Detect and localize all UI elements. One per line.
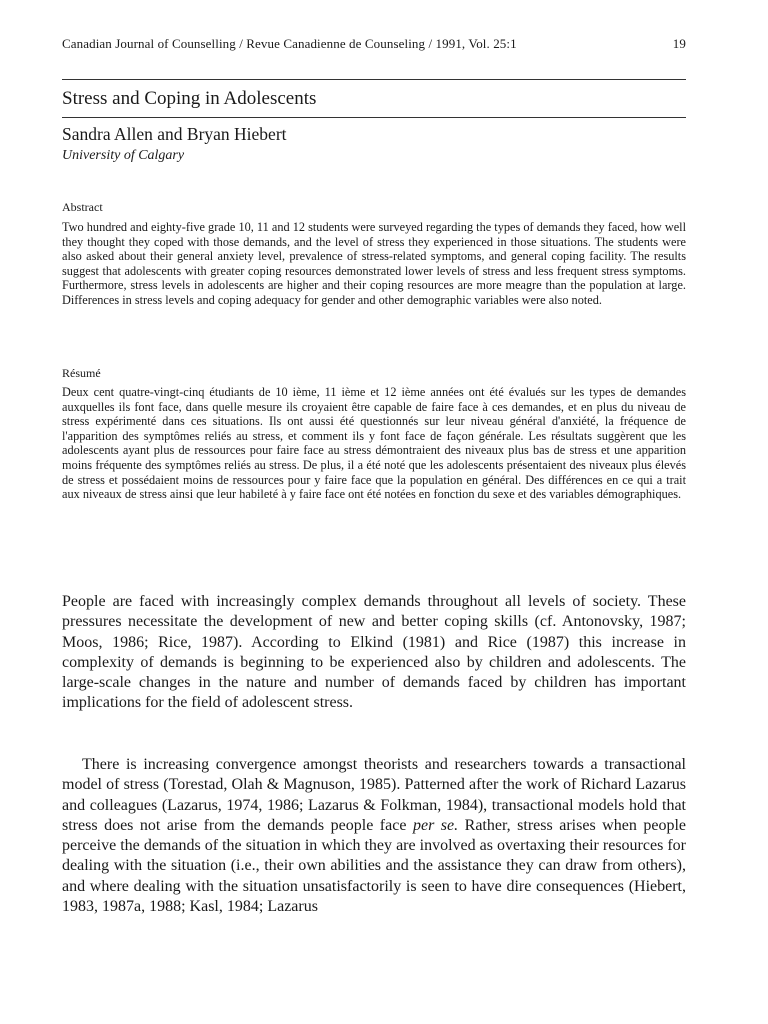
journal-citation: Canadian Journal of Counselling / Revue Canadienne de Counseling / 1991, Vol. 25:1 — [62, 36, 517, 51]
running-head — [62, 36, 686, 52]
abstract-text: Two hundred and eighty-five grade 10, 11 and 12 students were surveyed regarding the types of demands they faced, how well they thought they coped with those demands, and the level of stress they experienced in those situations. The students were also asked about their general anxiety level, prevalence of stress-related symptoms, and general coping facility. The results suggest that adolescents with greater coping resources demonstrated lower levels of stress and less frequent stress symptoms. Furthermore, stress levels in adolescents are higher and their coping resources are more meagre than the population at large. Differences in stress levels and coping adequacy for gender and other demographic variables were also noted. — [62, 220, 686, 307]
resume-text: Deux cent quatre-vingt-cinq étudiants de 10 ième, 11 ième et 12 ième années ont été évalués sur les types de demandes auxquelles ils font face, dans quelle mesure ils croyaient être capable de faire face à ces demandes, et en plus du niveau de stress expérimenté dans ces situations. Ils ont aussi été questionnés sur leur niveau général d'anxiété, la fréquence de l'apparition des symptômes reliés au stress, et comment ils y font face de façon générale. Les résultats suggèrent que les adolescents ayant plus de ressources pour faire face au stress démontraient des niveaux plus bas de stress et une apparition moins fréquente des symptômes reliés au stress. De plus, il a été noté que les adolescents présentaient des niveaux plus élevés de stress et possédaient moins de ressources pour y faire face que la population en général. Des différences en ce qui a trait aux niveaux de stress ainsi que leur habileté à y faire face ont été notées en fonction du sexe et des variables démographiques. — [62, 385, 686, 502]
body-paragraph-2-italic: per se. — [412, 816, 459, 834]
article-authors: Sandra Allen and Bryan Hiebert — [62, 124, 287, 144]
page-number: 19 — [672, 36, 686, 51]
author-affiliation: University of Calgary — [62, 148, 185, 163]
top-rule — [62, 79, 686, 80]
article-title: Stress and Coping in Adolescents — [62, 88, 317, 109]
body-paragraph-2-end: Rather, stress arises when people perceive the demands of the situation in which they are involved as overtaxing their resources for dealing with the situation (i.e., their own abilities and the assistance they can draw from others), and where dealing with the situation unsatisfactorily is seen to have dire consequences (Hiebert, 1983, 1987a, 1988; Kasl, 1984; Lazarus — [62, 816, 687, 916]
body-paragraph-1: People are faced with increasingly complex demands throughout all levels of society. These pressures necessitate the development of new and better coping skills (cf. Antonovsky, 1987; Moos, 1986; Rice, 1987). According to Elkind (1981) and Rice (1987) this increase in complexity of demands is beginning to be experienced also by children and adolescents. The large-scale changes in the nature and number of demands faced by children has important implications for the field of adolescent stress. — [62, 593, 686, 712]
body-paragraph-2-start: There is increasing convergence amongst theorists and researchers towards a transactional model of stress (Torestad, Olah & Magnuson, 1985). Patterned after the work of Richard Lazarus and colleagues (Lazarus, 1974, 1986; Lazarus & Folkman, 1984), transactional models hold that stress does not arise from the demands people face — [62, 756, 686, 834]
abstract-heading: Abstract — [62, 200, 103, 214]
title-rule — [62, 117, 686, 118]
resume-heading: Résumé — [62, 366, 101, 380]
body-paragraph-2 — [62, 755, 686, 917]
